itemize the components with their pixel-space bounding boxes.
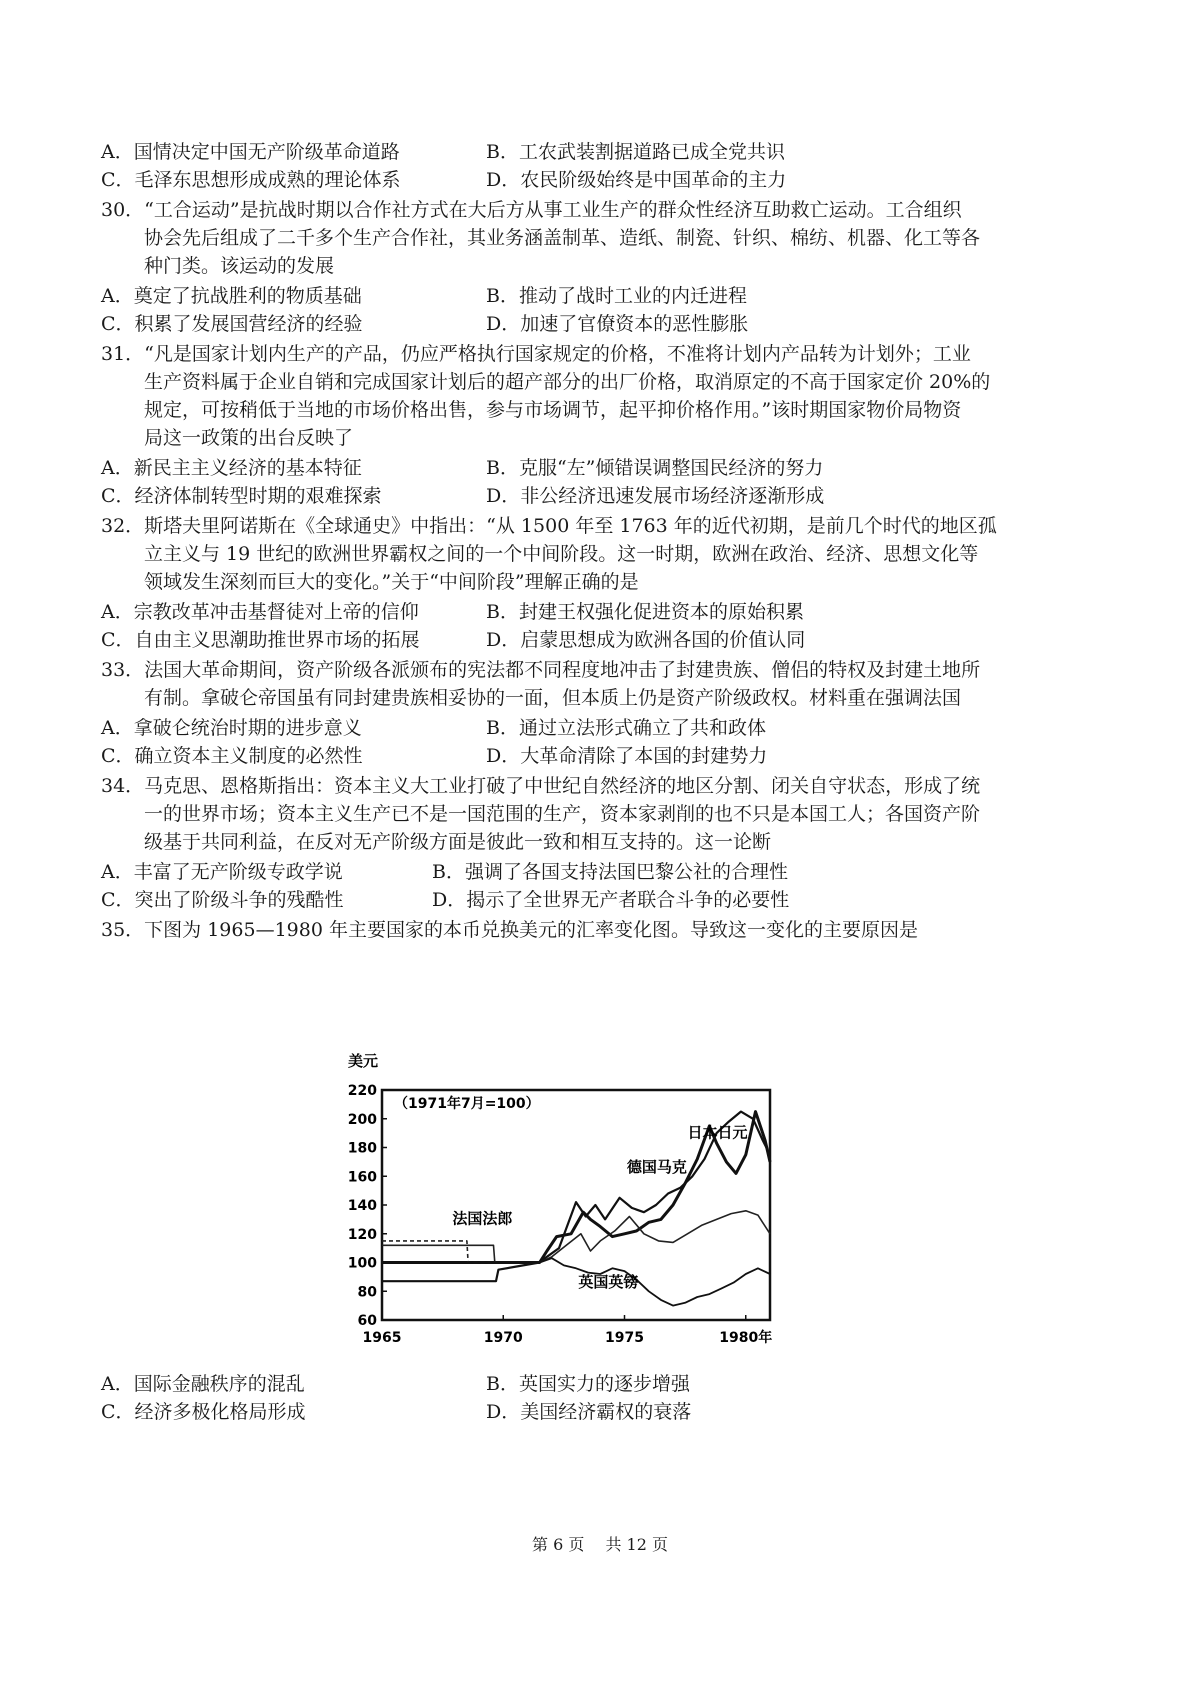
q29-option-c: C．毛泽东思想形成成熟的理论体系 bbox=[101, 169, 401, 191]
page-footer bbox=[0, 1532, 1200, 1555]
q32-option-d: D．启蒙思想成为欧洲各国的价值认同 bbox=[486, 629, 806, 651]
q31-stem-line-4: 局这一政策的出台反映了 bbox=[144, 427, 354, 449]
q34-stem-line-1: 34．马克思、恩格斯指出：资本主义大工业打破了中世纪自然经济的地区分割、闭关自守状态，形成了统 bbox=[101, 775, 981, 797]
q31-stem-line-2: 生产资料属于企业自销和完成国家计划后的超产部分的出厂价格，取消原定的不高于国家定价 20%的 bbox=[144, 371, 991, 393]
q31-stem-line-3: 规定，可按稍低于当地的市场价格出售，参与市场调节，起平抑价格作用。”该时期国家物价局物资 bbox=[144, 399, 962, 421]
x-tick-label: 1975 bbox=[605, 1330, 644, 1346]
q33-option-b: B．通过立法形式确立了共和政体 bbox=[486, 717, 766, 739]
q30-stem-line-3: 种门类。该运动的发展 bbox=[144, 255, 335, 277]
q30-option-b: B．推动了战时工业的内迁进程 bbox=[486, 285, 747, 307]
x-tick-label: 1980年 bbox=[719, 1330, 773, 1346]
base-note: （1971年7月=100） bbox=[394, 1096, 540, 1112]
q34-option-c: C．突出了阶级斗争的残酷性 bbox=[101, 889, 344, 911]
series-annotation: 德国马克 bbox=[626, 1157, 687, 1176]
q34-option-d: D．揭示了全世界无产者联合斗争的必要性 bbox=[432, 889, 790, 911]
q35-option-a: A．国际金融秩序的混乱 bbox=[101, 1373, 305, 1395]
q30-stem-line-2: 协会先后组成了二千多个生产合作社，其业务涵盖制革、造纸、制瓷、针织、棉纺、机器、化工等各 bbox=[144, 227, 981, 249]
q31-option-a: A．新民主主义经济的基本特征 bbox=[101, 457, 362, 479]
y-tick-label: 120 bbox=[347, 1226, 377, 1243]
q33-stem-line-1: 33．法国大革命期间，资产阶级各派颁布的宪法都不同程度地冲击了封建贵族、僧侣的特权及封建土地所 bbox=[101, 659, 981, 681]
y-tick-label: 60 bbox=[357, 1313, 377, 1329]
q35-option-b: B．英国实力的逐步增强 bbox=[486, 1373, 690, 1395]
q33-option-d: D．大革命清除了本国的封建势力 bbox=[486, 745, 768, 767]
q34-option-b: B．强调了各国支持法国巴黎公社的合理性 bbox=[432, 861, 788, 883]
q35-option-d: D．美国经济霸权的衰落 bbox=[486, 1401, 692, 1423]
y-axis-label: 美元 bbox=[348, 1052, 379, 1070]
q34-stem-line-2: 一的世界市场；资本主义生产已不是一国范围的生产，资本家剥削的也不只是本国工人；各国资产阶 bbox=[144, 803, 981, 825]
q34-option-a: A．丰富了无产阶级专政学说 bbox=[101, 861, 343, 883]
y-tick-label: 100 bbox=[347, 1255, 377, 1272]
y-tick-label: 220 bbox=[347, 1083, 377, 1099]
q32-option-b: B．封建王权强化促进资本的原始积累 bbox=[486, 601, 804, 623]
series-annotation: 日本日元 bbox=[687, 1123, 748, 1142]
q32-stem-line-2: 立主义与 19 世纪的欧洲世界霸权之间的一个中间阶段。这一时期，欧洲在政治、经济、思想文化等 bbox=[144, 543, 979, 565]
q33-option-c: C．确立资本主义制度的必然性 bbox=[101, 745, 363, 767]
q35-stem-line-1: 35．下图为 1965—1980 年主要国家的本币兑换美元的汇率变化图。导致这一变化的主要原因是 bbox=[101, 919, 918, 941]
q29-option-b: B．工农武装割据道路已成全党共识 bbox=[486, 141, 785, 163]
series-annotation: 英国英镑 bbox=[578, 1272, 639, 1291]
q29-option-d: D．农民阶级始终是中国革命的主力 bbox=[486, 169, 787, 191]
q30-option-a: A．奠定了抗战胜利的物质基础 bbox=[101, 285, 362, 307]
q35-option-c: C．经济多极化格局形成 bbox=[101, 1401, 306, 1423]
q32-option-c: C．自由主义思潮助推世界市场的拓展 bbox=[101, 629, 420, 651]
y-tick-label: 200 bbox=[347, 1111, 377, 1128]
series-line bbox=[382, 1241, 540, 1263]
q33-option-a: A．拿破仑统治时期的进步意义 bbox=[101, 717, 362, 739]
y-tick-label: 80 bbox=[357, 1284, 377, 1301]
page-number: 第 6 页 bbox=[532, 1535, 585, 1554]
q32-option-a: A．宗教改革冲击基督徒对上帝的信仰 bbox=[101, 601, 419, 623]
series-annotation: 法国法郎 bbox=[452, 1209, 513, 1228]
series-line bbox=[382, 1211, 770, 1263]
q32-stem-line-1: 32．斯塔夫里阿诺斯在《全球通史》中指出：“从 1500 年至 1763 年的近代初期，是前几个时代的地区孤 bbox=[101, 515, 997, 537]
y-tick-label: 160 bbox=[347, 1169, 377, 1186]
q30-option-c: C．积累了发展国营经济的经验 bbox=[101, 313, 363, 335]
q30-option-d: D．加速了官僚资本的恶性膨胀 bbox=[486, 313, 749, 335]
q31-option-b: B．克服“左”倾错误调整国民经济的努力 bbox=[486, 457, 824, 479]
x-tick-label: 1970 bbox=[483, 1330, 523, 1346]
q30-stem-line-1: 30．“工合运动”是抗战时期以合作社方式在大后方从事工业生产的群众性经济互助救亡运动。工合组织 bbox=[101, 199, 962, 221]
x-tick-label: 1965 bbox=[362, 1330, 402, 1346]
y-tick-label: 140 bbox=[347, 1198, 377, 1214]
page-total: 共 12 页 bbox=[605, 1535, 668, 1554]
q32-stem-line-3: 领域发生深刻而巨大的变化。”关于“中间阶段”理解正确的是 bbox=[144, 571, 639, 593]
q29-option-a: A．国情决定中国无产阶级革命道路 bbox=[101, 141, 400, 163]
q33-stem-line-2: 有制。拿破仑帝国虽有同封建贵族相妥协的一面，但本质上仍是资产阶级政权。材料重在强调法国 bbox=[144, 687, 962, 709]
q31-option-d: D．非公经济迅速发展市场经济逐渐形成 bbox=[486, 485, 825, 507]
q34-stem-line-3: 级基于共同利益，在反对无产阶级方面是彼此一致和相互支持的。这一论断 bbox=[144, 831, 772, 853]
y-tick-label: 180 bbox=[347, 1140, 377, 1157]
q31-option-c: C．经济体制转型时期的艰难探索 bbox=[101, 485, 382, 507]
q31-stem-line-1: 31．“凡是国家计划内生产的产品，仍应严格执行国家规定的价格，不准将计划内产品转为计划外；工业 bbox=[101, 343, 971, 365]
exchange-rate-chart bbox=[340, 1050, 800, 1350]
